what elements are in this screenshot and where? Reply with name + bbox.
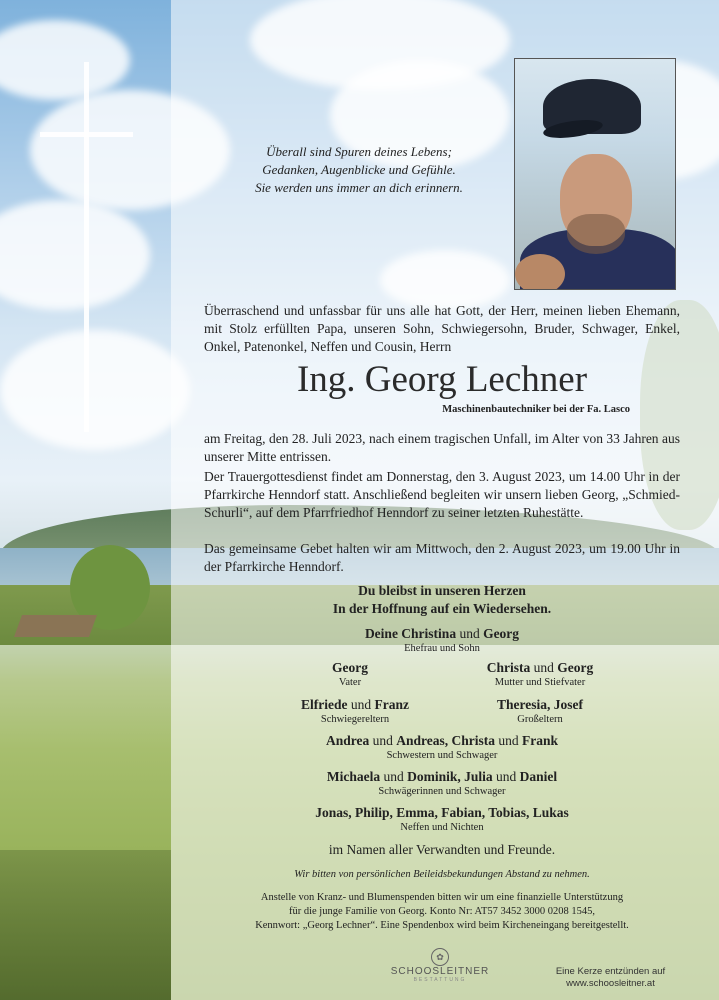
- donation-line: Anstelle von Kranz- und Blumenspenden bitten wir um eine finanzielle Unterstützung: [260, 892, 624, 903]
- mourner-role: Schwiegereltern: [320, 714, 390, 725]
- mourner-wife: [310, 625, 574, 655]
- mourner-and: und: [533, 660, 554, 675]
- wooden-dock: [14, 615, 97, 637]
- donation-notice: [204, 891, 680, 933]
- mourner-name: Theresia, Josef: [497, 697, 583, 712]
- photo-arm: [515, 254, 565, 290]
- mourner-name: Michaela: [326, 769, 381, 784]
- deceased-name: Ing. Georg Lechner: [296, 359, 588, 400]
- mourner-name: Jonas, Philip, Emma, Fabian, Tobias, Lukas: [315, 805, 569, 820]
- motto-line: Du bleibst in unseren Herzen: [358, 583, 526, 598]
- donation-line: Kennwort: „Georg Lechner“. Eine Spendenbox wird beim Kircheneingang bereitgestellt.: [255, 920, 629, 931]
- motto-line: In der Hoffnung auf ein Wiedersehen.: [332, 601, 552, 616]
- mourner-role: Schwestern und Schwager: [386, 750, 498, 761]
- mourner-name: Deine Christina: [364, 626, 457, 641]
- deceased-occupation: Maschinenbautechniker bei der Fa. Lasco: [442, 404, 630, 415]
- mourner-name: Georg: [483, 626, 520, 641]
- mourner-name: Frank: [522, 733, 559, 748]
- motto: [204, 582, 680, 618]
- mourner-father: [270, 659, 430, 689]
- mourner-role: Mutter und Stiefvater: [494, 677, 586, 688]
- mourner-role: Vater: [338, 677, 362, 688]
- donation-line: für die junge Familie von Georg. Konto Nr: AT57 3452 3000 0208 1545,: [288, 906, 596, 917]
- mourner-grandparents: [460, 696, 620, 726]
- mourner-role: Großeltern: [517, 714, 563, 725]
- mourner-name: Andreas, Christa: [396, 733, 495, 748]
- mourner-name: Christa: [486, 660, 531, 675]
- mourner-name: Franz: [374, 697, 409, 712]
- closing-line: im Namen aller Verwandten und Freunde.: [328, 842, 556, 857]
- candle-url[interactable]: www.schoosleitner.at: [566, 978, 655, 989]
- candle-link[interactable]: [548, 966, 673, 990]
- death-paragraph: am Freitag, den 28. Juli 2023, nach einem tragischen Unfall, im Alter von 33 Jahren aus unserer Mitte entrissen.: [204, 431, 680, 464]
- mourner-role: Neffen und Nichten: [400, 822, 484, 833]
- cloud: [0, 20, 130, 100]
- quote-line: Gedanken, Augenblicke und Gefühle.: [262, 162, 456, 177]
- mourner-name: Georg: [332, 660, 368, 675]
- logo-subtitle: BESTATTUNG: [413, 977, 467, 983]
- mourner-nephews: [262, 804, 622, 834]
- mourner-name: Dominik, Julia: [407, 769, 493, 784]
- cross-horizontal-beam: [40, 132, 133, 137]
- mourner-and: und: [350, 697, 372, 712]
- schoosleitner-logo-icon: ✿: [431, 948, 449, 966]
- mourner-mother: [460, 659, 620, 689]
- intro-text: Überraschend und unfassbar für uns alle hat Gott, der Herr, meinen lieben Ehemann, mit Stolz erfüllten Papa, unseren Sohn, Schwiegersohn, Bruder, Schwager, Enkel, Onkel, Patenonkel, Neffen und Cousin, Herrn: [204, 303, 680, 354]
- mourner-role: Ehefrau und Sohn: [404, 643, 480, 654]
- mourner-and: und: [383, 769, 404, 784]
- mourner-name: Andrea: [325, 733, 370, 748]
- mourner-name: Elfriede: [301, 697, 348, 712]
- mourner-and: und: [372, 733, 393, 748]
- mourner-name: Daniel: [519, 769, 558, 784]
- mourner-and: und: [498, 733, 519, 748]
- memorial-quote: [214, 143, 504, 197]
- cross-vertical-beam: [84, 62, 89, 432]
- cloud: [0, 200, 150, 310]
- photo-beard: [567, 214, 625, 254]
- mourner-siblings: [282, 732, 602, 762]
- condolence-request: Wir bitten von persönlichen Beileidsbekundungen Abstand zu nehmen.: [294, 869, 590, 880]
- quote-line: Sie werden uns immer an dich erinnern.: [255, 180, 463, 195]
- mourner-inlaws: [270, 696, 440, 726]
- cloud: [0, 330, 190, 450]
- quote-line: Überall sind Spuren deines Lebens;: [266, 144, 452, 159]
- candle-text: Eine Kerze entzünden auf: [555, 966, 666, 977]
- mourner-role: Schwägerinnen und Schwager: [378, 786, 506, 797]
- logo-brand: SCHOOSLEITNER: [390, 966, 490, 977]
- funeral-paragraph: Der Trauergottesdienst findet am Donnerstag, den 3. August 2023, um 14.00 Uhr in der Pfarrkirche Henndorf statt. Anschließend begleiten wir unsern lieben Georg, „Schmied-Schurli“, auf dem Pfarrfriedhof Henndorf zu seiner letzten Ruhestätte.: [204, 469, 680, 520]
- mourner-and: und: [496, 769, 517, 784]
- lawn-shadow: [0, 850, 171, 1000]
- funeral-home-logo: [390, 948, 490, 983]
- portrait-photo: [514, 58, 676, 290]
- mourner-siblings-inlaw: [282, 768, 602, 798]
- mourner-name: Georg: [557, 660, 594, 675]
- prayer-paragraph: Das gemeinsame Gebet halten wir am Mittwoch, den 2. August 2023, um 19.00 Uhr in der Pfarrkirche Henndorf.: [204, 541, 680, 574]
- mourner-and: und: [459, 626, 480, 641]
